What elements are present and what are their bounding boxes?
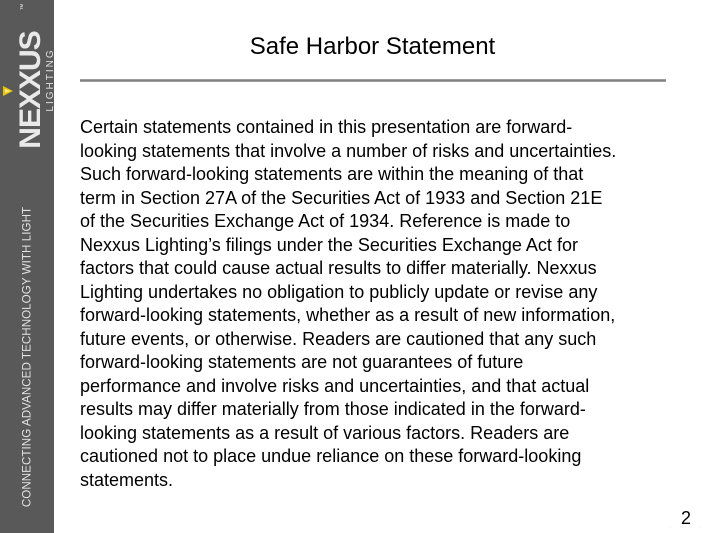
- slide-title: Safe Harbor Statement: [249, 33, 496, 60]
- body-line: Such forward-looking statements are within the meaning of that: [80, 164, 584, 184]
- body-line: forward-looking statements are not guarantees of future: [80, 352, 524, 372]
- brand-sidebar: [0, 0, 54, 533]
- footer-watermark: . . . .: [669, 523, 704, 530]
- body-line: term in Section 27A of the Securities Act of 1933 and Section 21E: [80, 187, 603, 208]
- body-line: performance and involve risks and uncertainties, and that actual: [80, 375, 590, 396]
- body-line: factors that could cause actual results to differ materially. Nexxus: [80, 258, 597, 278]
- body-line: looking statements that involve a number of risks and uncertainties.: [80, 140, 617, 161]
- nexxus-logo: [0, 0, 54, 180]
- body-line: Lighting undertakes no obligation to publicly update or revise any: [80, 281, 598, 302]
- body-line: forward-looking statements, whether as a result of new information,: [80, 305, 616, 325]
- brand-tagline: CONNECTING ADVANCED TECHNOLOGY WITH LIGHT: [20, 206, 34, 508]
- body-line: of the Securities Exchange Act of 1934. Reference is made to: [80, 211, 571, 231]
- logo-subtext: LIGHTING: [45, 48, 56, 112]
- logo-wordmark: NEXXUS: [14, 31, 47, 149]
- trademark-mark: ™: [20, 3, 27, 11]
- body-line: future events, or otherwise. Readers are cautioned that any such: [80, 328, 597, 349]
- title-divider: [80, 79, 666, 82]
- body-line: cautioned not to place undue reliance on these forward-looking: [80, 446, 582, 466]
- body-line: Nexxus Lighting’s filings under the Securities Exchange Act for: [80, 234, 578, 255]
- body-line: statements.: [80, 469, 174, 490]
- body-line: results may differ materially from those indicated in the forward-: [80, 399, 586, 419]
- body-line: Certain statements contained in this presentation are forward-: [80, 117, 573, 137]
- safe-harbor-body: [80, 116, 680, 492]
- page-number: 2: [680, 508, 691, 528]
- body-line: looking statements as a result of various factors. Readers are: [80, 422, 570, 443]
